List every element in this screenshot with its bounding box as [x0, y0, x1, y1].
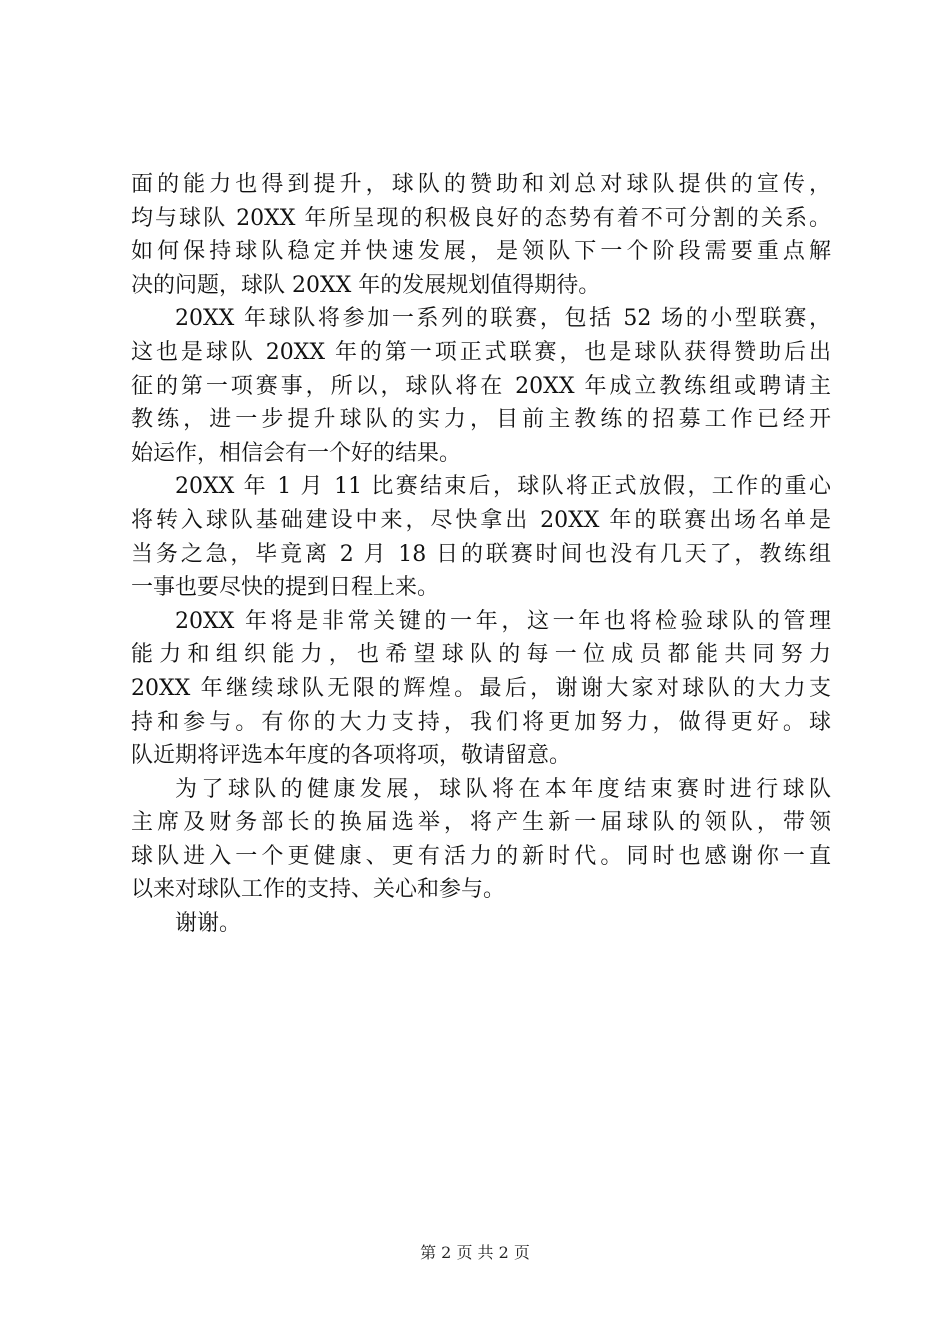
text-line: 能力和组织能力，也希望球队的每一位成员都能共同努力	[131, 642, 831, 668]
text-line: 面的能力也得到提升，球队的赞助和刘总对球队提供的宣传，	[131, 172, 831, 197]
text-line: 球队进入一个更健康、更有活力的新时代。同时也感谢你一直	[131, 843, 831, 869]
text-line: 20XX 年继续球队无限的辉煌。最后，谢谢大家对球队的大力支	[131, 675, 831, 701]
paragraph-2	[131, 302, 831, 470]
text-line: 征的第一项赛事，所以，球队将在 20XX 年成立教练组或聘请主	[131, 373, 831, 399]
text-line: 决的问题，球队 20XX 年的发展规划值得期待。	[131, 272, 601, 298]
paragraph-3	[131, 470, 831, 604]
text-line: 20XX 年将是非常关键的一年，这一年也将检验球队的管理	[175, 608, 831, 634]
text-line: 始运作，相信会有一个好的结果。	[131, 440, 462, 466]
paragraph-1	[131, 168, 831, 302]
text-line: 持和参与。有你的大力支持，我们将更加努力，做得更好。球	[131, 709, 831, 735]
text-line: 均与球队 20XX 年所呈现的积极良好的态势有着不可分割的关系。	[131, 205, 831, 231]
page-footer: 第 2 页 共 2 页	[420, 1243, 530, 1262]
text-line: 队近期将评选本年度的各项将项，敬请留意。	[131, 743, 572, 769]
text-line: 如何保持球队稳定并快速发展，是领队下一个阶段需要重点解	[131, 239, 831, 265]
paragraph-6	[131, 907, 831, 941]
paragraph-5	[131, 773, 831, 907]
document-body	[131, 168, 831, 941]
text-line: 一事也要尽快的提到日程上来。	[131, 575, 440, 601]
text-line: 以来对球队工作的支持、关心和参与。	[131, 877, 506, 903]
text-line: 教练，进一步提升球队的实力，目前主教练的招募工作已经开	[131, 407, 831, 433]
text-line: 主席及财务部长的换届选举，将产生新一届球队的领队，带领	[131, 810, 831, 836]
text-line: 为了球队的健康发展，球队将在本年度结束赛时进行球队	[175, 776, 831, 802]
text-line: 20XX 年球队将参加一系列的联赛，包括 52 场的小型联赛，	[175, 306, 831, 332]
text-line: 这也是球队 20XX 年的第一项正式联赛，也是球队获得赞助后出	[131, 339, 831, 365]
text-line: 当务之急，毕竟离 2 月 18 日的联赛时间也没有几天了，教练组	[131, 541, 831, 567]
text-line: 20XX 年 1 月 11 比赛结束后，球队将正式放假，工作的重心	[175, 474, 831, 500]
text-line: 谢谢。	[175, 911, 242, 937]
paragraph-4	[131, 605, 831, 773]
text-line: 将转入球队基础建设中来，尽快拿出 20XX 年的联赛出场名单是	[131, 507, 831, 533]
